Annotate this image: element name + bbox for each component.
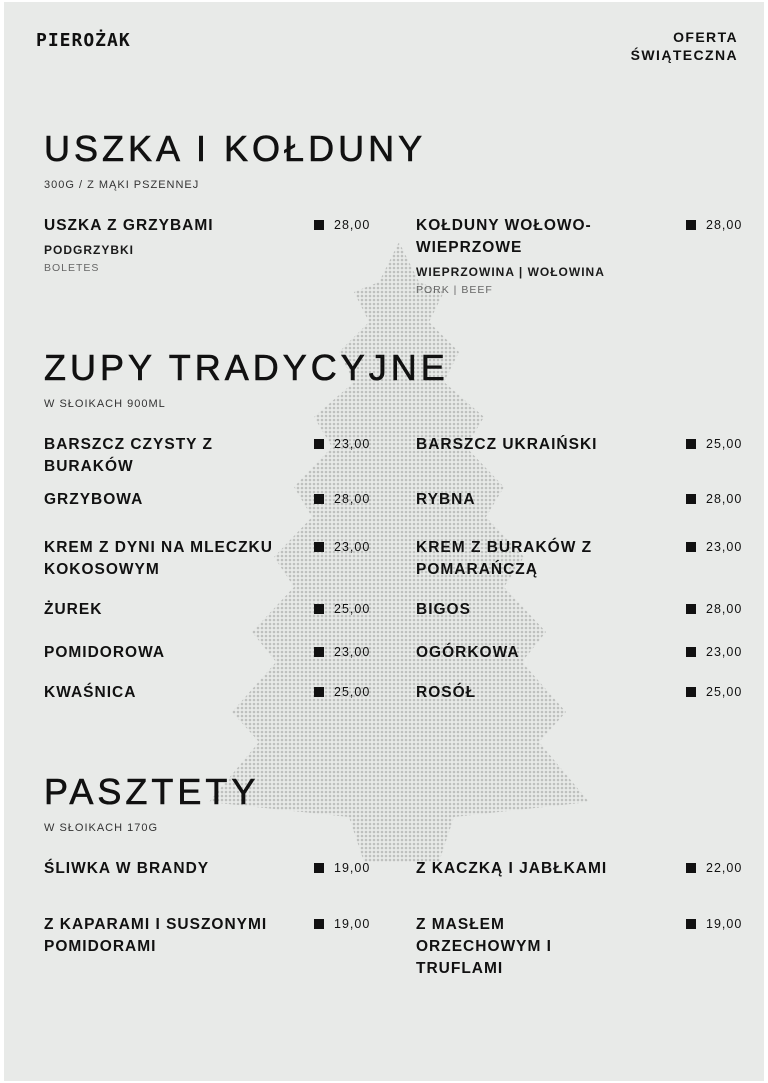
item-name: Z KACZKĄ I JABŁKAMI xyxy=(416,860,608,877)
item-name: USZKA Z GRZYBAMI xyxy=(44,217,214,234)
section-title: PASZTETY xyxy=(44,771,260,812)
item-price: 28,00 xyxy=(314,492,370,506)
item-price: 22,00 xyxy=(686,861,742,875)
menu-item xyxy=(416,599,746,621)
section-uszka-kolduny xyxy=(44,129,744,315)
menu-item xyxy=(416,434,746,456)
item-name: POMIDOROWA xyxy=(44,644,166,661)
item-price: 19,00 xyxy=(314,917,370,931)
item-name: ROSÓŁ xyxy=(416,684,477,701)
item-description: PODGRZYBKI xyxy=(44,243,135,257)
item-name: KREM Z DYNI NA MLECZKU KOKOSOWYM xyxy=(44,539,273,578)
item-name: RYBNA xyxy=(416,491,476,508)
menu-item xyxy=(416,215,746,296)
item-description-en: PORK | BEEF xyxy=(416,284,493,296)
item-price: 23,00 xyxy=(314,437,370,451)
menu-item xyxy=(44,537,374,581)
square-bullet-icon xyxy=(314,687,324,697)
menu-item xyxy=(44,858,374,880)
square-bullet-icon xyxy=(314,542,324,552)
item-name: KREM Z BURAKÓW Z POMARAŃCZĄ xyxy=(416,539,593,578)
item-price: 25,00 xyxy=(686,685,742,699)
item-description: WIEPRZOWINA | WOŁOWINA xyxy=(416,265,605,279)
item-description-en: BOLETES xyxy=(44,262,100,274)
menu-item xyxy=(44,489,374,511)
section-subtitle: W SŁOIKACH 900ML xyxy=(44,398,166,410)
item-price: 28,00 xyxy=(686,492,742,506)
item-price: 23,00 xyxy=(686,645,742,659)
menu-item xyxy=(416,682,746,704)
square-bullet-icon xyxy=(686,439,696,449)
menu-item xyxy=(44,682,374,704)
square-bullet-icon xyxy=(314,919,324,929)
item-name: OGÓRKOWA xyxy=(416,644,520,661)
item-price: 25,00 xyxy=(314,602,370,616)
menu-item xyxy=(416,642,746,664)
item-name: GRZYBOWA xyxy=(44,491,144,508)
square-bullet-icon xyxy=(686,542,696,552)
item-price: 28,00 xyxy=(314,218,370,232)
square-bullet-icon xyxy=(686,604,696,614)
square-bullet-icon xyxy=(314,494,324,504)
item-name: KOŁDUNY WOŁOWO-WIEPRZOWE xyxy=(416,217,592,256)
item-name: ŻUREK xyxy=(44,601,103,618)
menu-item xyxy=(44,599,374,621)
menu-item xyxy=(44,914,374,958)
item-price: 25,00 xyxy=(686,437,742,451)
item-name: BARSZCZ UKRAIŃSKI xyxy=(416,436,598,453)
square-bullet-icon xyxy=(686,494,696,504)
item-price: 28,00 xyxy=(686,218,742,232)
square-bullet-icon xyxy=(314,439,324,449)
square-bullet-icon xyxy=(686,863,696,873)
square-bullet-icon xyxy=(686,647,696,657)
menu-item xyxy=(416,858,746,880)
section-pasztety xyxy=(44,772,744,1008)
item-name: Z KAPARAMI I SUSZONYMI POMIDORAMI xyxy=(44,916,268,955)
offer-title-line-2: ŚWIĄTECZNA xyxy=(630,47,738,63)
item-name: ŚLIWKA W BRANDY xyxy=(44,860,210,877)
section-zupy-tradycyjne xyxy=(44,348,744,734)
square-bullet-icon xyxy=(686,919,696,929)
menu-item xyxy=(416,914,746,980)
menu-page xyxy=(4,2,764,1081)
square-bullet-icon xyxy=(314,220,324,230)
item-price: 19,00 xyxy=(314,861,370,875)
item-name: Z MASŁEM ORZECHOWYM I TRUFLAMI xyxy=(416,916,552,977)
square-bullet-icon xyxy=(686,687,696,697)
menu-item xyxy=(44,434,374,478)
item-price: 23,00 xyxy=(314,645,370,659)
section-title: ZUPY TRADYCYJNE xyxy=(44,347,449,388)
item-price: 25,00 xyxy=(314,685,370,699)
item-price: 19,00 xyxy=(686,917,742,931)
menu-item xyxy=(44,642,374,664)
item-name: KWAŚNICA xyxy=(44,684,137,701)
offer-title xyxy=(631,28,738,64)
square-bullet-icon xyxy=(314,863,324,873)
brand-logo: PIEROŻAK xyxy=(36,30,131,51)
item-price: 28,00 xyxy=(686,602,742,616)
section-subtitle: W SŁOIKACH 170G xyxy=(44,822,159,834)
square-bullet-icon xyxy=(686,220,696,230)
item-name: BARSZCZ CZYSTY Z BURAKÓW xyxy=(44,436,213,475)
square-bullet-icon xyxy=(314,647,324,657)
section-title: USZKA I KOŁDUNY xyxy=(44,128,427,169)
menu-item xyxy=(44,215,374,274)
menu-item xyxy=(416,537,746,581)
square-bullet-icon xyxy=(314,604,324,614)
menu-item xyxy=(416,489,746,511)
item-price: 23,00 xyxy=(686,540,742,554)
item-name: BIGOS xyxy=(416,601,471,618)
offer-title-line-1: OFERTA xyxy=(673,29,738,45)
section-subtitle: 300G / Z MĄKI PSZENNEJ xyxy=(44,179,200,191)
item-price: 23,00 xyxy=(314,540,370,554)
